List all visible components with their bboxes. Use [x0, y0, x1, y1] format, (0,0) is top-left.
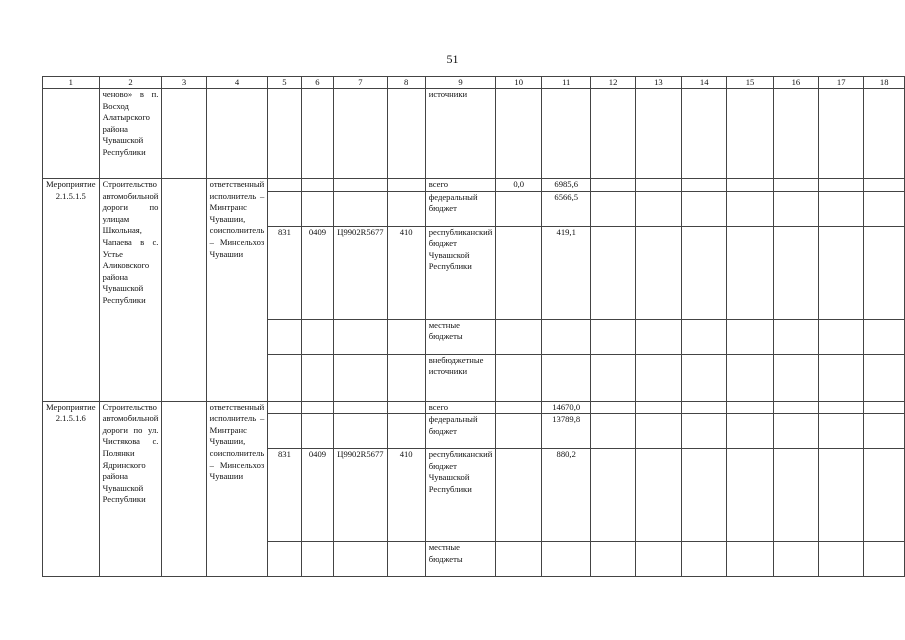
- value-cell: [542, 542, 591, 577]
- source-label: всего: [425, 179, 496, 192]
- header-cell: 6: [301, 77, 334, 89]
- continuation-name: ченово» в п. Восход Алатырского района Чувашской Республики: [99, 89, 162, 179]
- grbs-cell: 831: [268, 226, 301, 319]
- header-cell: 2: [99, 77, 162, 89]
- budget-table: [42, 76, 905, 577]
- header-cell: 10: [496, 77, 542, 89]
- activity-id: Мероприятие 2.1.5.1.6: [43, 401, 100, 577]
- header-cell: 12: [591, 77, 635, 89]
- value-cell: [496, 449, 542, 542]
- header-cell: 15: [727, 77, 773, 89]
- header-cell: 8: [387, 77, 425, 89]
- value-cell: [496, 401, 542, 414]
- activity-executor: ответственный исполнитель – Минтранс Чувашии, соисполнитель – Минсельхоз Чувашии: [206, 179, 268, 402]
- continuation-source: источники: [425, 89, 496, 179]
- value-cell: [496, 319, 542, 354]
- header-row: [43, 77, 905, 89]
- source-label: республиканский бюджет Чувашской Республики: [425, 226, 496, 319]
- header-cell: 1: [43, 77, 100, 89]
- source-label: внебюджетные источники: [425, 354, 496, 401]
- source-label: федеральный бюджет: [425, 414, 496, 449]
- value-cell: 0,0: [496, 179, 542, 192]
- header-cell: 11: [542, 77, 591, 89]
- value-cell: [496, 414, 542, 449]
- source-label: всего: [425, 401, 496, 414]
- value-cell: [496, 542, 542, 577]
- table-row: [43, 401, 905, 414]
- source-label: федеральный бюджет: [425, 191, 496, 226]
- value-cell: 6985,6: [542, 179, 591, 192]
- header-cell: 13: [635, 77, 681, 89]
- header-cell: 18: [864, 77, 905, 89]
- page-number: 51: [446, 52, 459, 66]
- activity-name: Строительство автомобильной дороги по ул. Чистякова с. Полянки Ядринского района Чувашской Республики: [99, 401, 162, 577]
- value-cell: [496, 354, 542, 401]
- continuation-row: [43, 89, 905, 179]
- activity-id: Мероприятие 2.1.5.1.5: [43, 179, 100, 402]
- source-label: местные бюджеты: [425, 319, 496, 354]
- csr-cell: Ц9902R5677: [334, 226, 387, 319]
- value-cell: 6566,5: [542, 191, 591, 226]
- header-cell: 14: [682, 77, 727, 89]
- header-cell: 5: [268, 77, 301, 89]
- grbs-cell: 831: [268, 449, 301, 542]
- value-cell: 13789,8: [542, 414, 591, 449]
- value-cell: 419,1: [542, 226, 591, 319]
- header-cell: 9: [425, 77, 496, 89]
- value-cell: [542, 354, 591, 401]
- header-cell: 3: [162, 77, 206, 89]
- vr-cell: 410: [387, 226, 425, 319]
- value-cell: [496, 226, 542, 319]
- table-row: [43, 179, 905, 192]
- value-cell: 14670,0: [542, 401, 591, 414]
- vr-cell: 410: [387, 449, 425, 542]
- source-label: республиканский бюджет Чувашской Республики: [425, 449, 496, 542]
- activity-name: Строительство автомобильной дороги по улицам Школьная, Чапаева в с. Устье Аликовского района Чувашской Республики: [99, 179, 162, 402]
- header-cell: 17: [819, 77, 864, 89]
- header-cell: 7: [334, 77, 387, 89]
- value-cell: [496, 191, 542, 226]
- rzpr-cell: 0409: [301, 449, 334, 542]
- activity-executor: ответственный исполнитель – Минтранс Чувашии, соисполнитель – Минсельхоз Чувашии: [206, 401, 268, 577]
- source-label: местные бюджеты: [425, 542, 496, 577]
- value-cell: 880,2: [542, 449, 591, 542]
- header-cell: 16: [773, 77, 818, 89]
- header-cell: 4: [206, 77, 268, 89]
- csr-cell: Ц9902R5677: [334, 449, 387, 542]
- rzpr-cell: 0409: [301, 226, 334, 319]
- value-cell: [542, 319, 591, 354]
